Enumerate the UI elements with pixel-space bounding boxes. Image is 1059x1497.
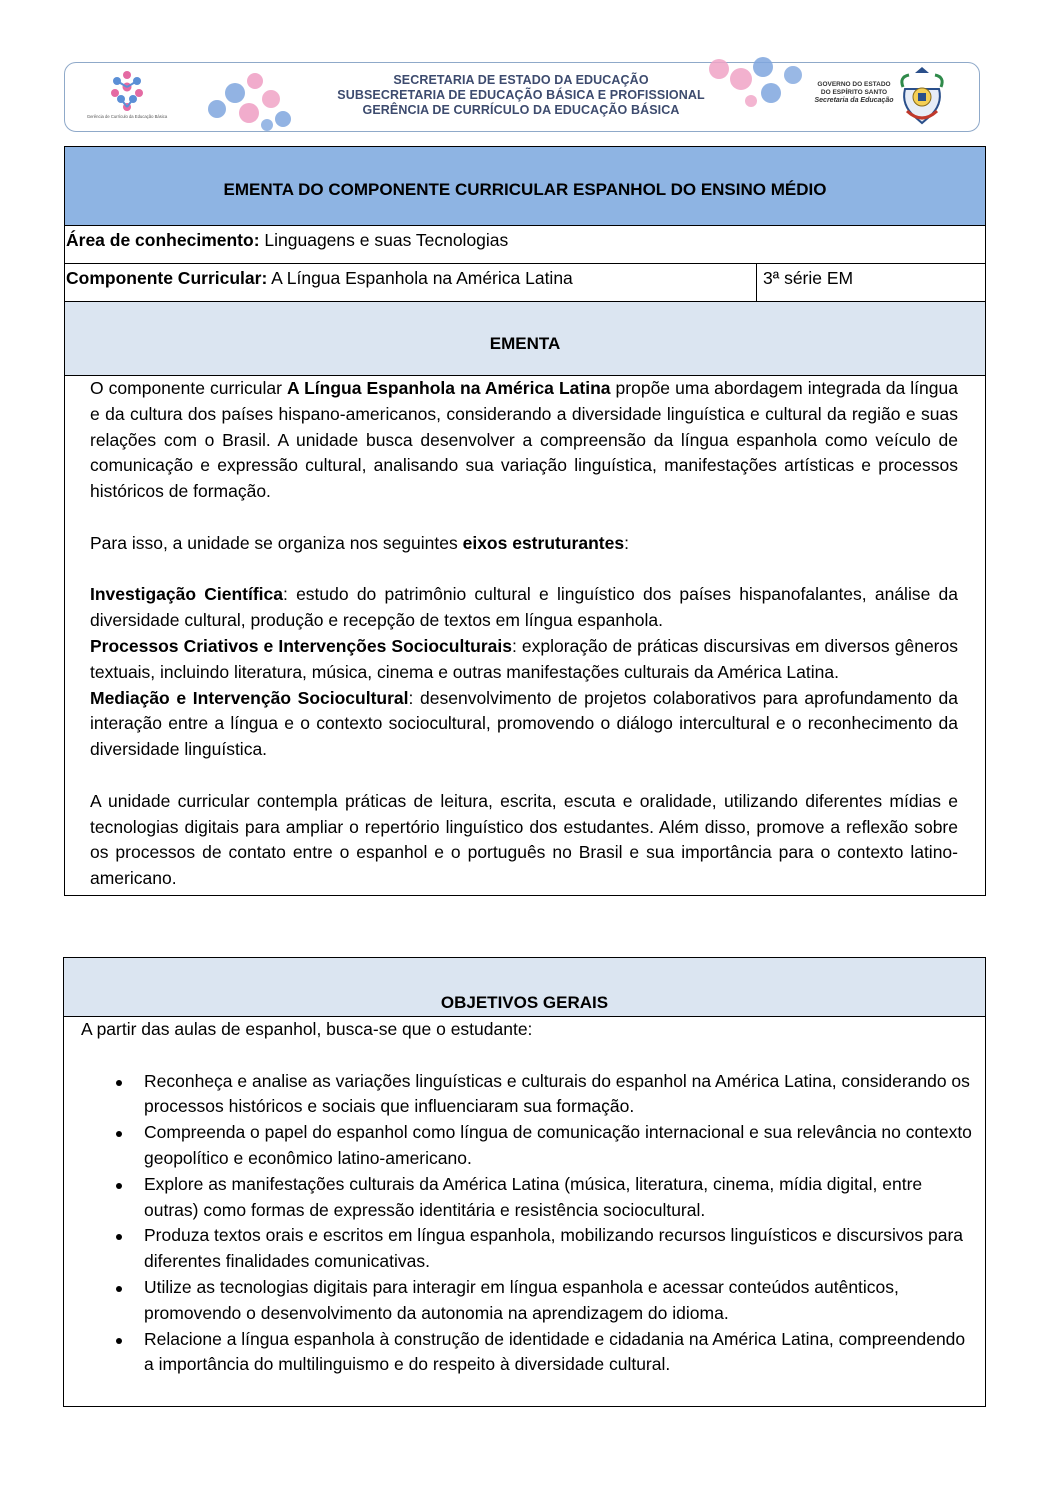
ementa-paragraph-1: O componente curricular A Língua Espanhola na América Latina propõe uma abordagem integrada da língua e da cultura dos países hispano-americanos, considerando a diversidade linguística e cultural da região e suas relações com o Brasil. A unidade busca desenvolver a compreensão da língua espanhola como veículo de comunicação e expressão cultural, analisando sua variação linguística, manifestações artísticas e processos históricos de formação. bbox=[90, 378, 958, 502]
list-item: Compreenda o papel do espanhol como língua de comunicação internacional e sua relevância no contexto geopolítico e econômico latino-americano. bbox=[81, 1120, 979, 1172]
objetivos-title: OBJETIVOS GERAIS bbox=[440, 993, 609, 1012]
state-coat-of-arms-icon bbox=[897, 67, 947, 127]
ementa-title-cell bbox=[65, 147, 986, 226]
banner-titles bbox=[315, 73, 727, 118]
ementa-body-cell bbox=[65, 376, 986, 896]
banner-title-line2: SUBSECRETARIA DE EDUCAÇÃO BÁSICA E PROFISSIONAL bbox=[337, 88, 705, 102]
curriculum-logo-icon bbox=[86, 67, 168, 127]
list-item: Reconheça e analise as variações linguísticas e culturais do espanhol na América Latina, considerando os processos históricos e sociais que influenciaram sua formação. bbox=[81, 1069, 979, 1121]
componente-value: A Língua Espanhola na América Latina bbox=[267, 268, 573, 288]
svg-text:Gerência de Currículo da Educa: Gerência de Currículo da Educação Básica bbox=[86, 114, 168, 119]
eixo-processos-criativos: Processos Criativos e Intervenções Socioculturais: exploração de práticas discursivas em diversos gêneros textuais, incluindo literatura, música, cinema e outras manifestações culturais da América Latina. bbox=[90, 635, 958, 682]
objetivos-table bbox=[63, 957, 986, 1407]
area-label: Área de conhecimento: bbox=[66, 230, 260, 250]
banner-title-line3: GERÊNCIA DE CURRÍCULO DA EDUCAÇÃO BÁSICA bbox=[362, 103, 680, 117]
objetivos-list bbox=[81, 1069, 979, 1379]
objetivos-header bbox=[64, 958, 986, 1017]
objetivos-intro: A partir das aulas de espanhol, busca-se que o estudante: bbox=[81, 1019, 533, 1039]
serie-value: 3ª série EM bbox=[763, 268, 854, 288]
area-value: Linguagens e suas Tecnologias bbox=[259, 230, 509, 250]
decorative-molecule-icon bbox=[205, 69, 297, 131]
state-government-label: GOVERNO DO ESTADO DO ESPÍRITO SANTO Secretaria da Educação bbox=[814, 81, 894, 104]
objetivos-body-cell bbox=[64, 1017, 986, 1407]
decorative-molecule-icon bbox=[705, 59, 815, 109]
serie-cell bbox=[757, 264, 986, 302]
header-banner bbox=[64, 62, 980, 132]
eixo-mediacao: Mediação e Intervenção Sociocultural: desenvolvimento de projetos colaborativos para aprofundamento da interação entre a língua e o contexto sociocultural, promovendo o diálogo intercultural e o reconhecimento da diversidade linguística. bbox=[90, 687, 959, 760]
ementa-section-title: EMENTA bbox=[489, 333, 561, 353]
componente-label: Componente Curricular: bbox=[66, 268, 268, 288]
ementa-table bbox=[64, 146, 986, 896]
list-item: Produza textos orais e escritos em língua espanhola, mobilizando recursos linguísticos e discursivos para diferentes finalidades comunicativas. bbox=[81, 1223, 979, 1275]
list-item: Utilize as tecnologias digitais para interagir em língua espanhola e acessar conteúdos autênticos, promovendo o desenvolvimento da autonomia na aprendizagem do idioma. bbox=[81, 1275, 979, 1327]
componente-row bbox=[65, 264, 757, 302]
banner-title-line1: SECRETARIA DE ESTADO DA EDUCAÇÃO bbox=[393, 73, 649, 87]
eixo-investigacao: Investigação Científica: estudo do patrimônio cultural e linguístico dos países hispanofalantes, análise da diversidade cultural, produção e recepção de textos em língua espanhola. bbox=[90, 584, 958, 631]
area-row bbox=[65, 226, 986, 264]
list-item: Explore as manifestações culturais da América Latina (música, literatura, cinema, mídia digital, entre outras) como formas de expressão identitária e resistência sociocultural. bbox=[81, 1172, 979, 1224]
ementa-paragraph-4: A unidade curricular contempla práticas de leitura, escrita, escuta e oralidade, utilizando diferentes mídias e tecnologias digitais para ampliar o repertório linguístico dos estudantes. Além disso, promove a reflexão sobre os processos de contato entre o espanhol e o português no Brasil e sua importância para o contexto latino-americano. bbox=[90, 790, 958, 889]
ementa-paragraph-2: Para isso, a unidade se organiza nos seguintes eixos estruturantes: bbox=[90, 532, 629, 553]
list-item: Relacione a língua espanhola à construção de identidade e cidadania na América Latina, compreendendo a importância do multilinguismo e do respeito à diversidade cultural. bbox=[81, 1327, 979, 1379]
ementa-title: EMENTA DO COMPONENTE CURRICULAR ESPANHOL DO ENSINO MÉDIO bbox=[223, 180, 827, 199]
ementa-section-header bbox=[65, 302, 986, 376]
